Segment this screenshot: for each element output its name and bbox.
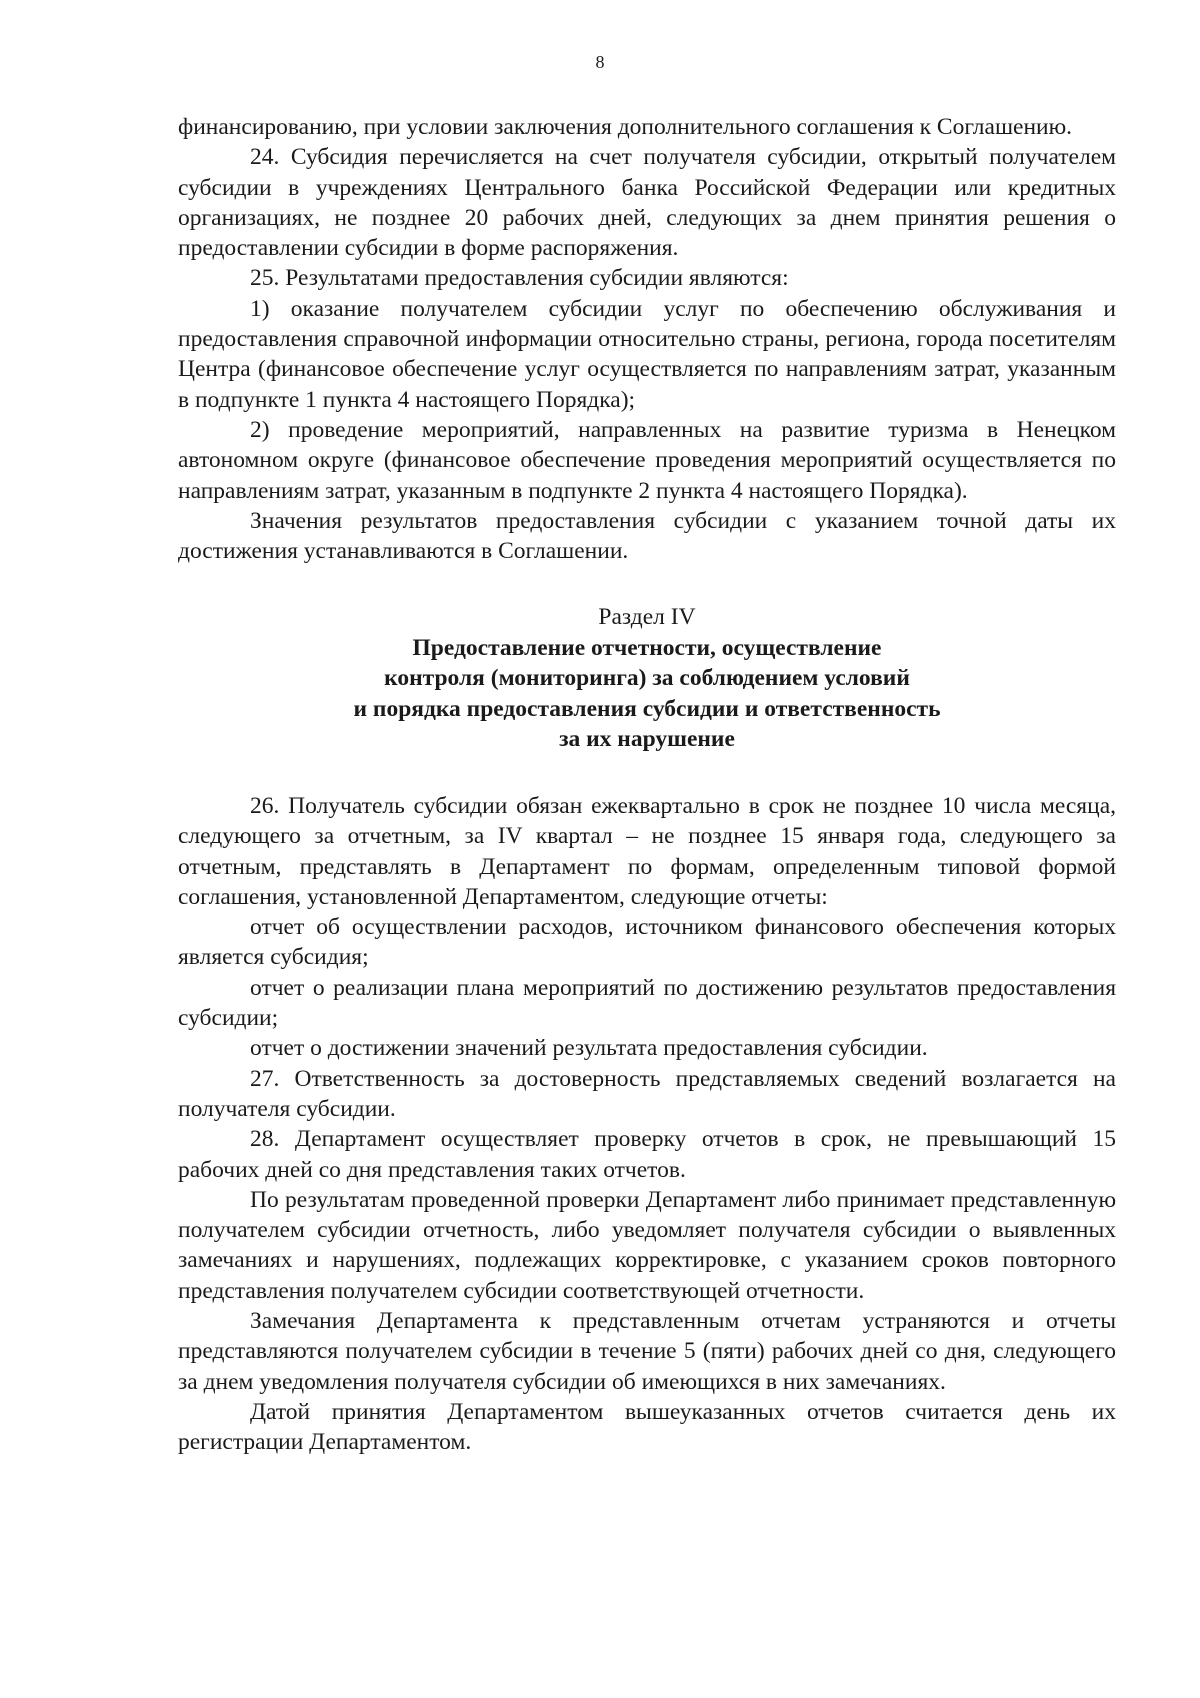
paragraph-26-report-results: отчет о достижении значений результата предоставления субсидии.: [250, 1035, 928, 1062]
paragraph-group-top: [178, 112, 1116, 566]
page-number: 8: [595, 52, 605, 72]
paragraph-28-acceptance-date: Датой принятия Департаментом вышеуказанных отчетов считается день их регистрации Департаментом.: [178, 1398, 1116, 1456]
paragraph-25-item-2: 2) проведение мероприятий, направленных на развитие туризма в Ненецком автономном округе (финансовое обеспечение проведения мероприятий осуществляется по направлениям затрат, указанным в подпункте 2 пункта 4 настоящего Порядка).: [178, 416, 1116, 504]
paragraph-continuation: финансированию, при условии заключения дополнительного соглашения к Соглашению.: [178, 114, 1073, 140]
paragraph-26: 26. Получатель субсидии обязан ежеквартально в срок не позднее 10 числа месяца, следующего за отчетным, за IV квартал – не позднее 15 января года, следующего за отчетным, представлять в Департамент по формам, определенным типовой формой соглашения, установленной Департаментом, следующие отчеты:: [178, 792, 1116, 910]
paragraph-27: 27. Ответственность за достоверность представляемых сведений возлагается на получателя субсидии.: [178, 1065, 1116, 1122]
section-title-line-4: за их нарушение: [559, 726, 735, 753]
section-heading: [178, 602, 1116, 755]
paragraph-25: 25. Результатами предоставления субсидии являются:: [250, 265, 789, 292]
paragraph-25-item-1: 1) оказание получателем субсидии услуг по обеспечению обслуживания и предоставления справочной информации относительно страны, региона, города посетителям Центра (финансовое обеспечение услуг осуществляется по направлениям затрат, указанным в подпункте 1 пункта 4 настоящего Порядка);: [178, 295, 1116, 413]
section-title-line-1: Предоставление отчетности, осуществление: [412, 634, 882, 661]
paragraph-24: 24. Субсидия перечисляется на счет получателя субсидии, открытый получателем субсидии в учреждениях Центрального банка Российской Федерации или кредитных организациях, не позднее 20 рабочих дней, следующих за днем принятия решения о предоставлении субсидии в форме распоряжения.: [178, 144, 1116, 262]
paragraph-26-report-plan: отчет о реализации плана мероприятий по достижению результатов предоставления субсидии;: [178, 974, 1116, 1032]
paragraph-group-bottom: [178, 791, 1116, 1458]
paragraph-28-results: По результатам проведенной проверки Департамент либо принимает представленную получателем субсидии отчетность, либо уведомляет получателя субсидии о выявленных замечаниях и нарушениях, подлежащих корректировке, с указанием сроков повторного представления получателем субсидии соответствующей отчетности.: [178, 1186, 1116, 1304]
paragraph-25-values: Значения результатов предоставления субсидии с указанием точной даты их достижения устанавливаются в Соглашении.: [178, 507, 1116, 565]
paragraph-28-remarks: Замечания Департамента к представленным отчетам устраняются и отчеты представляются получателем субсидии в течение 5 (пяти) рабочих дней со дня, следующего за днем уведомления получателя субсидии об имеющихся в них замечаниях.: [178, 1308, 1116, 1395]
document-body: [178, 112, 1116, 1457]
paragraph-26-report-expenses: отчет об осуществлении расходов, источником финансового обеспечения которых является субсидия;: [178, 914, 1116, 971]
section-label: Раздел IV: [598, 604, 696, 631]
paragraph-28: 28. Департамент осуществляет проверку отчетов в срок, не превышающий 15 рабочих дней со дня представления таких отчетов.: [178, 1126, 1116, 1183]
section-title-line-3: и порядка предоставления субсидии и ответственность: [353, 695, 941, 722]
section-title-line-2: контроля (мониторинга) за соблюдением условий: [384, 665, 910, 692]
